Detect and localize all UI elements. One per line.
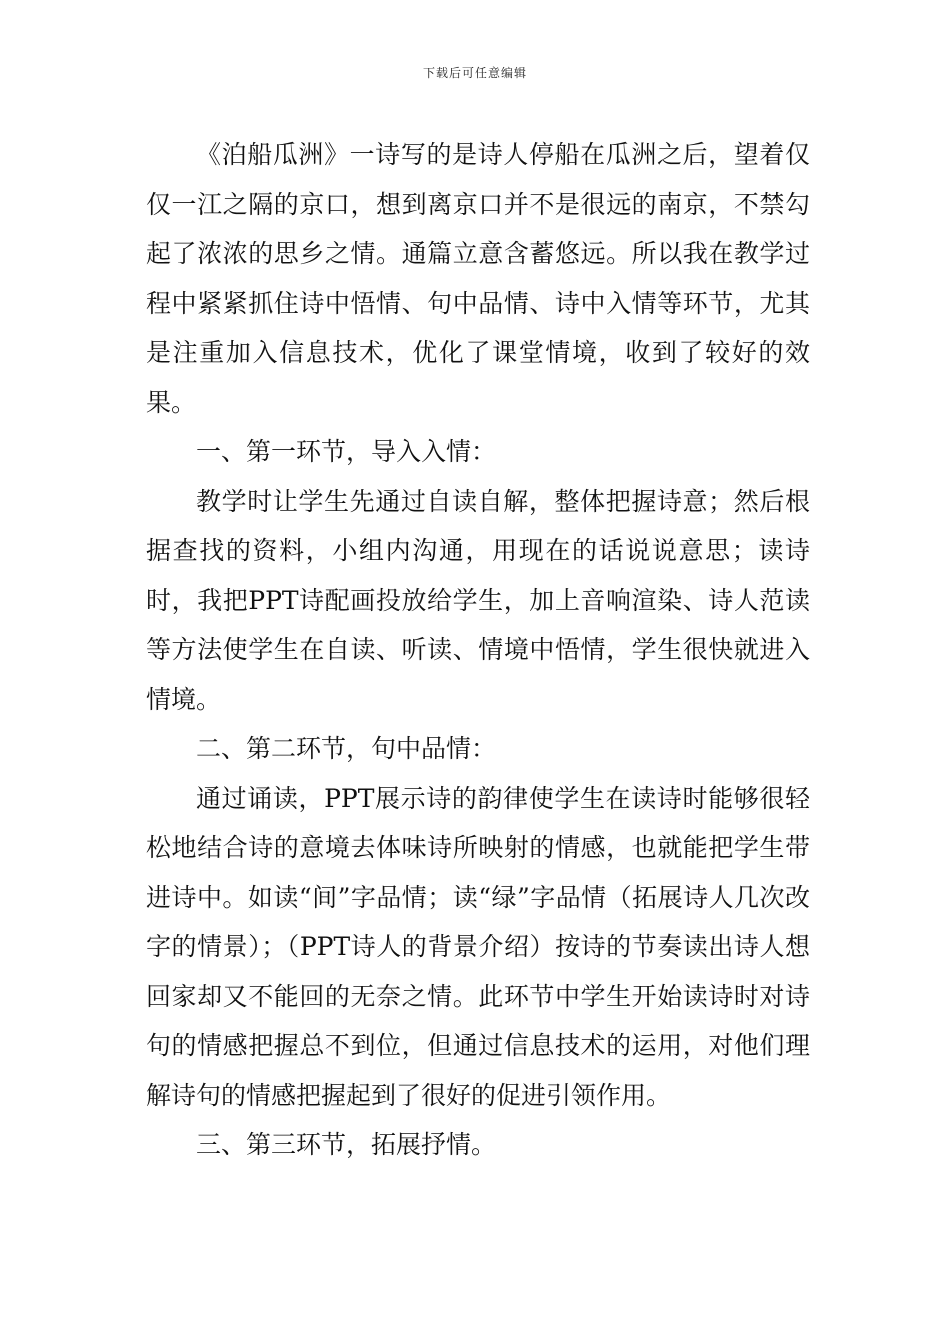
paragraph-section-2: 通过诵读，PPT展示诗的韵律使学生在读诗时能够很轻松地结合诗的意境去体味诗所映射的情感，也就能把学生带进诗中。如读“间”字品情；读“绿”字品情（拓展诗人几次改字的情景）；（PPT诗人的背景介绍）按诗的节奏读出诗人想回家却又不能回的无奈之情。此环节中学生开始读诗时对诗句的情感把握总不到位，但通过信息技术的运用，对他们理解诗句的情感把握起到了很好的促进引领作用。	[146, 783, 810, 1110]
section-heading-2: 二、第二环节，句中品情：	[196, 734, 497, 763]
section-heading-3: 三、第三环节，拓展抒情。	[196, 1130, 497, 1159]
paragraph-section-1: 教学时让学生先通过自读自解，整体把握诗意；然后根据查找的资料，小组内沟通，用现在的话说说意思；读诗时，我把PPT诗配画投放给学生，加上音响渲染、诗人范读等方法使学生在自读、听读、情境中悟情，学生很快就进入情境。	[146, 486, 810, 714]
page-header: 下载后可任意编辑	[422, 66, 527, 80]
document-body	[146, 130, 810, 1170]
paragraph-intro: 《泊船瓜洲》一诗写的是诗人停船在瓜洲之后，望着仅仅一江之隔的京口，想到离京口并不是很远的南京，不禁勾起了浓浓的思乡之情。通篇立意含蓄悠远。所以我在教学过程中紧紧抓住诗中悟情、句中品情、诗中入情等环节，尤其是注重加入信息技术，优化了课堂情境，收到了较好的效果。	[146, 140, 810, 417]
section-heading-1: 一、第一环节，导入入情：	[196, 437, 497, 466]
